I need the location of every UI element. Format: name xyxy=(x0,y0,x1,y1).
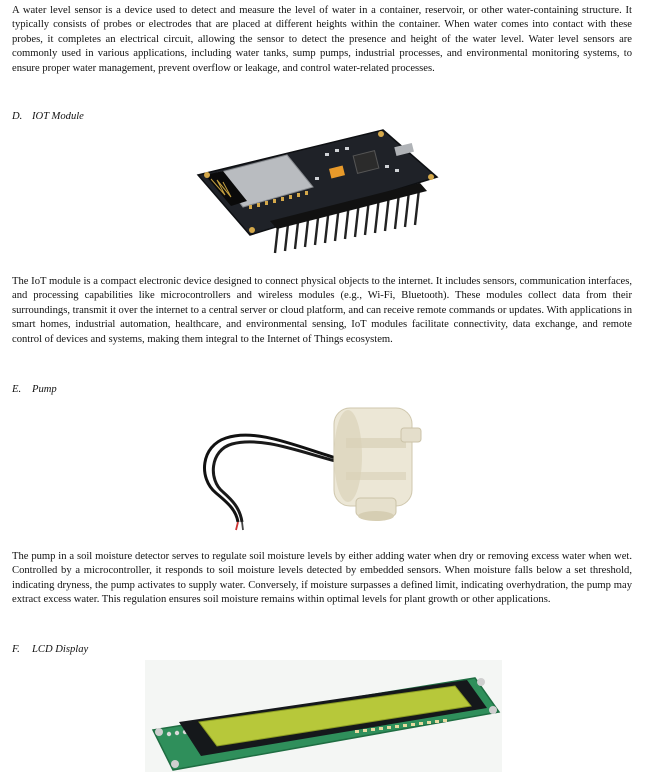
iot-paragraph: The IoT module is a compact electronic device designed to connect physical objects to the internet. It includes sensors, communication interfaces, and processing capabilities like microcontrollers and wireless modules (e.g., Wi-Fi, Bluetooth). These modules collect data from their surroundings, transmit it over the internet to a central server or cloud platform, and can receive remote commands or updates. With applications in smart homes, industrial automation, healthcare, and environmental sensing, IoT modules facilitate connectivity, data exchange, and remote control of devices and systems, making them integral to the Internet of Things ecosystem. xyxy=(12,276,632,345)
water-level-paragraph: A water level sensor is a device used to detect and measure the level of water in a container, reservoir, or other water-containing structure. It typically consists of probes or electrodes that are placed at different heights within the container. When water comes into contact with these probes, it completes an electrical circuit, allowing the sensor to detect the presence and height of the water level. Water level sensors are commonly used in various applications, including water tanks, sump pumps, industrial processes, and environmental monitoring systems, to ensure proper water management, prevent overflow or leakage, and control water-related processes. xyxy=(12,5,632,74)
heading-number: E. xyxy=(12,384,22,395)
mini-water-pump-icon xyxy=(196,398,436,534)
heading-title: IOT Module xyxy=(32,111,84,122)
lcd-display-module-icon xyxy=(145,660,502,772)
pump-figure xyxy=(196,398,436,534)
section-heading-lcd xyxy=(12,644,88,655)
section-heading-pump xyxy=(12,384,57,395)
pump-paragraph: The pump in a soil moisture detector serves to regulate soil moisture levels by either adding water when dry or removing excess water when wet. Controlled by a microcontroller, it responds to soil moisture levels detected by embedded sensors. When moisture falls below a set threshold, indicating dryness, the pump activates to supply water. Conversely, if moisture surpasses a defined limit, indicating overhydration, the pump may extract excess water. This regulation ensures soil moisture remains within optimal levels for plant growth or other applications. xyxy=(12,551,632,606)
iot-module-board-icon xyxy=(195,125,440,260)
heading-number: F. xyxy=(12,644,20,655)
lcd-figure xyxy=(145,660,502,772)
heading-title: LCD Display xyxy=(32,644,89,655)
heading-number: D. xyxy=(12,111,23,122)
section-heading-iot xyxy=(12,111,84,122)
heading-title: Pump xyxy=(32,384,57,395)
iot-module-figure xyxy=(195,125,440,260)
